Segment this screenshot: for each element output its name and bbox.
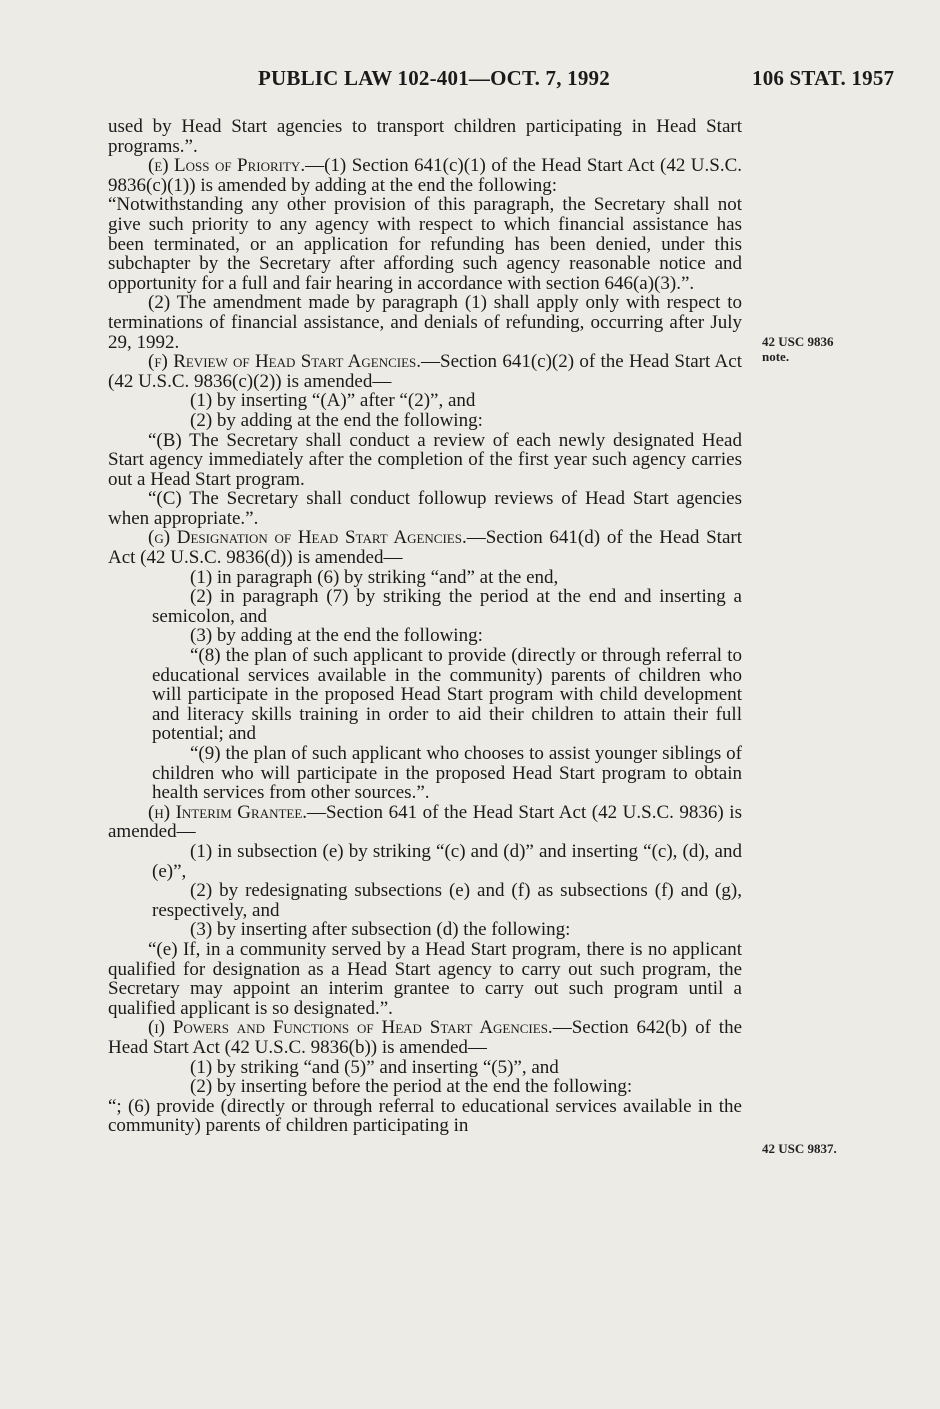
section-heading: (g) Designation of Head Start Agencies. — [148, 527, 467, 549]
quoted-amendment: “(9) the plan of such applicant who chooses to assist younger siblings of children who will participate in the proposed Head Start program to obtain health services from other sources.”. — [152, 743, 742, 804]
quoted-amendment: “(8) the plan of such applicant to provide (directly or through referral to educational services available in the community) parents of children who will participate in the proposed Head Start program with child development and literacy skills training in order to aid their children to attain their full potential; and — [152, 645, 742, 745]
list-item: (2) in paragraph (7) by striking the period at the end and inserting a semicolon, and — [152, 586, 742, 627]
paragraph: used by Head Start agencies to transport children participating in Head Start programs.”. — [108, 116, 742, 157]
section-i: (i) Powers and Functions of Head Start Agencies.—Section 642(b) of the Head Start Act (42 U.S.C. 9836(b)) is amended— — [108, 1017, 742, 1058]
list-item: (1) in subsection (e) by striking “(c) and (d)” and inserting “(c), (d), and (e)”, — [152, 840, 742, 882]
list-item: (1) in paragraph (6) by striking “and” at the end, — [190, 566, 559, 588]
section-g: (g) Designation of Head Start Agencies.—Section 641(d) of the Head Start Act (42 U.S.C. 9836(d)) is amended— — [108, 527, 743, 569]
margin-note-usc-9836: 42 USC 9836 note. — [762, 334, 834, 364]
section-heading: (h) Interim Grantee. — [148, 801, 308, 823]
list-item: (1) by inserting “(A)” after “(2)”, and — [190, 390, 476, 412]
document-body — [108, 117, 742, 1136]
section-h: (h) Interim Grantee.—Section 641 of the Head Start Act (42 U.S.C. 9836) is amended— — [108, 801, 742, 843]
list-item: (2) by adding at the end the following: — [190, 409, 483, 431]
list-item: (2) by inserting before the period at the end the following: — [190, 1076, 633, 1098]
section-f: (f) Review of Head Start Agencies.—Section 641(c)(2) of the Head Start Act (42 U.S.C. 9836(c)(2)) is amended— — [108, 351, 742, 392]
section-heading: (i) Powers and Functions of Head Start Agencies. — [148, 1017, 553, 1039]
quoted-amendment: “(e) If, in a community served by a Head Start program, there is no applicant qualified for designation as a Head Start agency to carry out such program, the Secretary may appoint an interim grantee to carry out such program until a qualified applicant is so designated.”. — [108, 938, 742, 1019]
section-heading: (f) Review of Head Start Agencies. — [148, 351, 422, 373]
running-header-title: PUBLIC LAW 102-401—OCT. 7, 1992 — [258, 66, 610, 90]
section-heading: (e) Loss of Priority. — [148, 155, 306, 177]
list-item: (1) by striking “and (5)” and inserting “(5)”, and — [190, 1056, 559, 1078]
paragraph: (2) The amendment made by paragraph (1) shall apply only with respect to terminations of financial assistance, and denials of refunding, occurring after July 29, 1992. — [108, 292, 742, 353]
list-item: (3) by adding at the end the following: — [190, 625, 483, 647]
section-e: (e) Loss of Priority.—(1) Section 641(c)(1) of the Head Start Act (42 U.S.C. 9836(c)(1)) is amended by adding at the end the following: — [108, 155, 743, 196]
margin-note-usc-9837: 42 USC 9837. — [762, 1141, 837, 1156]
quoted-amendment: “; (6) provide (directly or through referral to educational services available in the community) parents of children participating in — [108, 1095, 742, 1137]
list-item: (2) by redesignating subsections (e) and (f) as subsections (f) and (g), respectively, and — [152, 880, 742, 921]
statute-page-number: 106 STAT. 1957 — [752, 66, 895, 90]
quoted-amendment: “Notwithstanding any other provision of this paragraph, the Secretary shall not give such priority to any agency with respect to which financial assistance has been terminated, or an application for refunding has been denied, under this subchapter by the Secretary after affording such agency reasonable notice and opportunity for a full and fair hearing in accordance with section 646(a)(3).”. — [108, 194, 742, 294]
list-item: (3) by inserting after subsection (d) the following: — [190, 919, 571, 941]
quoted-amendment: “(B) The Secretary shall conduct a review of each newly designated Head Start agency immediately after the completion of the first year such agency carries out a Head Start program. — [108, 429, 742, 490]
quoted-amendment: “(C) The Secretary shall conduct followup reviews of Head Start agencies when appropriate.”. — [108, 488, 742, 529]
